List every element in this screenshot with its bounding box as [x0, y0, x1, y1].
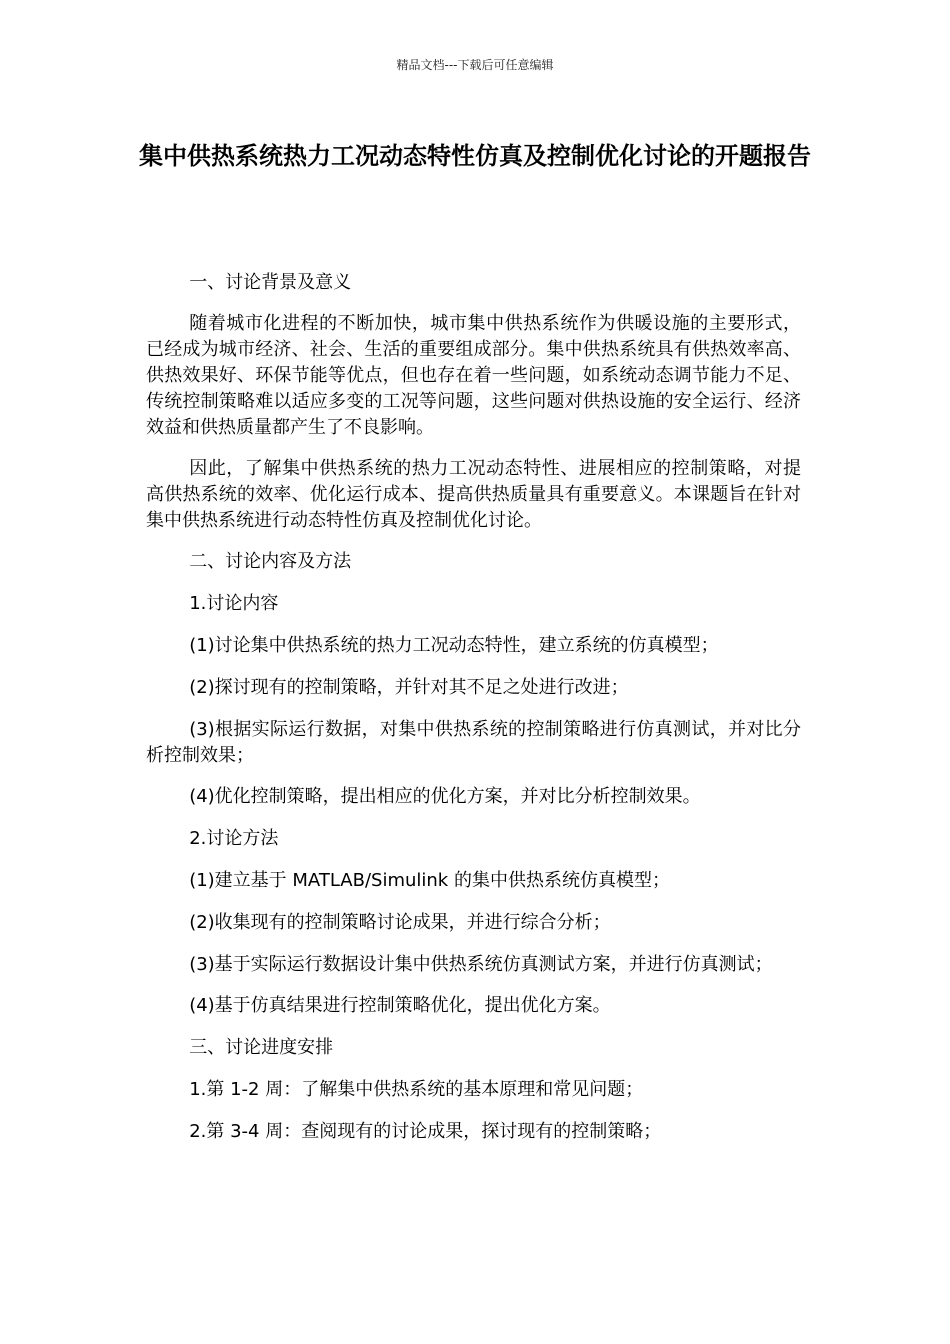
document-title: 集中供热系统热力工况动态特性仿真及控制优化讨论的开题报告 [139, 142, 811, 170]
list-item: (1)讨论集中供热系统的热力工况动态特性，建立系统的仿真模型； [189, 635, 719, 656]
section-heading: 一、讨论背景及意义 [189, 272, 352, 293]
section-heading: 二、讨论内容及方法 [189, 551, 352, 572]
list-item: (2)探讨现有的控制策略，并针对其不足之处进行改进； [189, 677, 629, 698]
page-header: 精品文档---下载后可任意编辑 [396, 58, 554, 72]
list-item: (4)优化控制策略，提出相应的优化方案，并对比分析控制效果。 [189, 786, 701, 807]
list-item: (1)建立基于 MATLAB/Simulink 的集中供热系统仿真模型； [189, 870, 670, 891]
document-body [146, 270, 801, 1161]
list-item: (3)基于实际运行数据设计集中供热系统仿真测试方案，并进行仿真测试； [189, 954, 773, 975]
list-item: (3)根据实际运行数据，对集中供热系统的控制策略进行仿真测试，并对比分析控制效果； [146, 719, 801, 766]
list-item: 1.第 1-2 周：了解集中供热系统的基本原理和常见问题； [189, 1079, 644, 1100]
paragraph: 因此，了解集中供热系统的热力工况动态特性、进展相应的控制策略，对提高供热系统的效率、优化运行成本、提高供热质量具有重要意义。本课题旨在针对集中供热系统进行动态特性仿真及控制优化讨论。 [146, 458, 801, 531]
list-item: 2.第 3-4 周：查阅现有的讨论成果，探讨现有的控制策略； [189, 1121, 662, 1142]
subsection-heading: 1.讨论内容 [189, 593, 279, 614]
paragraph: 随着城市化进程的不断加快，城市集中供热系统作为供暖设施的主要形式，已经成为城市经济、社会、生活的重要组成部分。集中供热系统具有供热效率高、供热效果好、环保节能等优点，但也存在着一些问题，如系统动态调节能力不足、传统控制策略难以适应多变的工况等问题，这些问题对供热设施的安全运行、经济效益和供热质量都产生了不良影响。 [146, 313, 801, 438]
section-heading: 三、讨论进度安排 [189, 1037, 334, 1058]
subsection-heading: 2.讨论方法 [189, 828, 279, 849]
list-item: (4)基于仿真结果进行控制策略优化，提出优化方案。 [189, 995, 611, 1016]
list-item: (2)收集现有的控制策略讨论成果，并进行综合分析； [189, 912, 611, 933]
